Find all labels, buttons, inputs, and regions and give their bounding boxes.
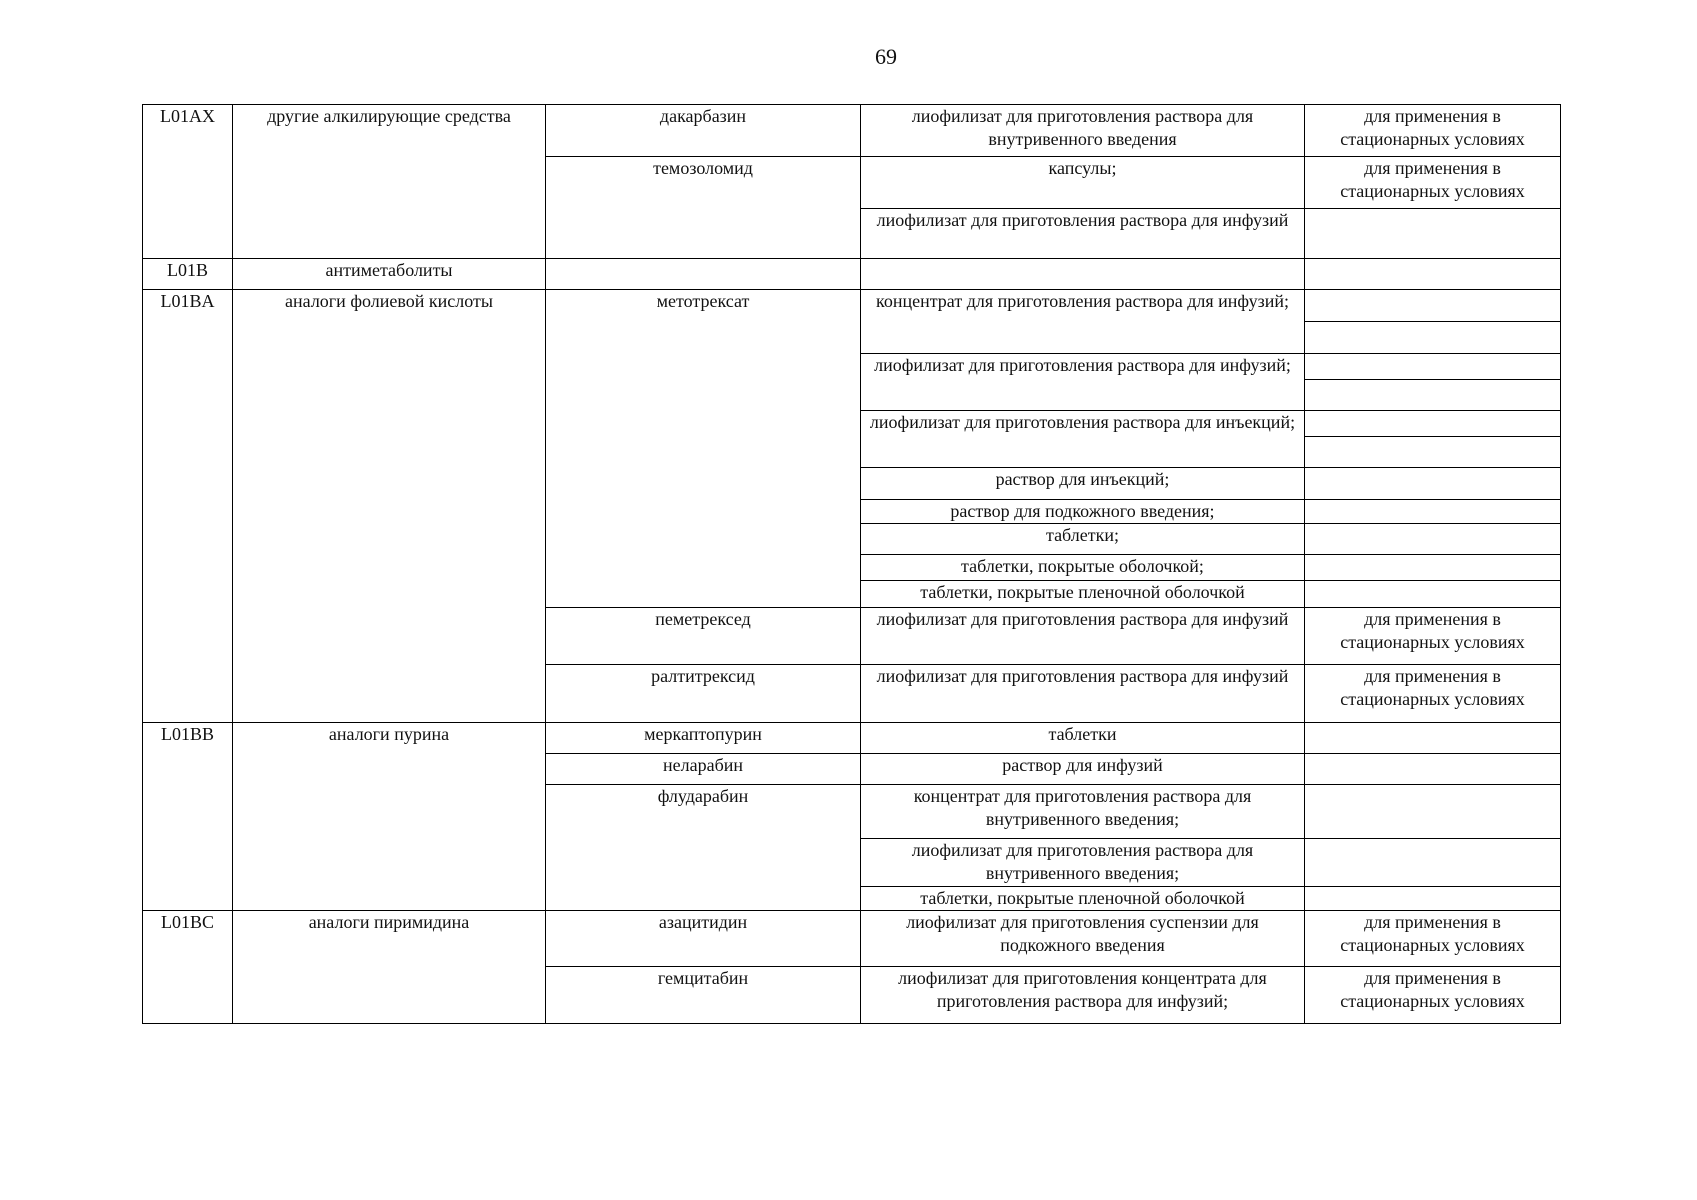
atc-code: L01BA xyxy=(143,290,233,723)
dosage-form: концентрат для приготовления раствора для внутривенного введения; xyxy=(861,785,1305,839)
dosage-form: лиофилизат для приготовления раствора для внутривенного введения xyxy=(861,105,1305,157)
drug-name: неларабин xyxy=(546,754,861,785)
usage-note xyxy=(1305,380,1561,411)
dosage-form: капсулы; xyxy=(861,157,1305,209)
dosage-form xyxy=(861,259,1305,290)
usage-note xyxy=(1305,785,1561,839)
dosage-form: лиофилизат для приготовления суспензии для подкожного введения xyxy=(861,911,1305,967)
usage-note xyxy=(1305,754,1561,785)
drug-name: азацитидин xyxy=(546,911,861,967)
usage-note: для применения в стационарных условиях xyxy=(1305,967,1561,1024)
dosage-form: раствор для инъекций; xyxy=(861,468,1305,500)
usage-note: для применения в стационарных условиях xyxy=(1305,157,1561,209)
atc-group: антиметаболиты xyxy=(233,259,546,290)
dosage-form: таблетки, покрытые пленочной оболочкой xyxy=(861,581,1305,608)
usage-note xyxy=(1305,887,1561,911)
usage-note xyxy=(1305,839,1561,887)
atc-code: L01BC xyxy=(143,911,233,1024)
atc-group: аналоги фолиевой кислоты xyxy=(233,290,546,723)
usage-note xyxy=(1305,437,1561,468)
usage-note xyxy=(1305,723,1561,754)
drug-name: ралтитрексид xyxy=(546,665,861,723)
usage-note xyxy=(1305,259,1561,290)
dosage-form: таблетки, покрытые оболочкой; xyxy=(861,555,1305,581)
dosage-form: раствор для инфузий xyxy=(861,754,1305,785)
drug-name: метотрексат xyxy=(546,290,861,608)
dosage-form: лиофилизат для приготовления раствора для инъекций; xyxy=(861,411,1305,468)
usage-note xyxy=(1305,581,1561,608)
atc-code: L01AX xyxy=(143,105,233,259)
atc-group: аналоги пурина xyxy=(233,723,546,911)
dosage-form: лиофилизат для приготовления раствора для инфузий xyxy=(861,209,1305,259)
usage-note xyxy=(1305,354,1561,380)
atc-group: аналоги пиримидина xyxy=(233,911,546,1024)
usage-note xyxy=(1305,322,1561,354)
usage-note xyxy=(1305,411,1561,437)
table-row xyxy=(143,290,1561,322)
usage-note: для применения в стационарных условиях xyxy=(1305,608,1561,665)
usage-note xyxy=(1305,209,1561,259)
table-row xyxy=(143,723,1561,754)
dosage-form: таблетки, покрытые пленочной оболочкой xyxy=(861,887,1305,911)
dosage-form: лиофилизат для приготовления концентрата для приготовления раствора для инфузий; xyxy=(861,967,1305,1024)
drug-name: пеметрексед xyxy=(546,608,861,665)
dosage-form: раствор для подкожного введения; xyxy=(861,500,1305,524)
dosage-form: концентрат для приготовления раствора для инфузий; xyxy=(861,290,1305,354)
table-row xyxy=(143,105,1561,157)
drug-name: дакарбазин xyxy=(546,105,861,157)
drug-name: флударабин xyxy=(546,785,861,911)
dosage-form: лиофилизат для приготовления раствора для инфузий xyxy=(861,665,1305,723)
drug-table xyxy=(142,104,1561,1024)
atc-group: другие алкилирующие средства xyxy=(233,105,546,259)
atc-code: L01BB xyxy=(143,723,233,911)
drug-name: гемцитабин xyxy=(546,967,861,1024)
usage-note xyxy=(1305,500,1561,524)
usage-note: для применения в стационарных условиях xyxy=(1305,105,1561,157)
dosage-form: таблетки; xyxy=(861,524,1305,555)
usage-note xyxy=(1305,555,1561,581)
usage-note: для применения в стационарных условиях xyxy=(1305,665,1561,723)
dosage-form: лиофилизат для приготовления раствора для внутривенного введения; xyxy=(861,839,1305,887)
drug-name xyxy=(546,259,861,290)
dosage-form: лиофилизат для приготовления раствора для инфузий; xyxy=(861,354,1305,411)
page-number: 69 xyxy=(875,44,897,69)
dosage-form: лиофилизат для приготовления раствора для инфузий xyxy=(861,608,1305,665)
table-row xyxy=(143,259,1561,290)
dosage-form: таблетки xyxy=(861,723,1305,754)
usage-note: для применения в стационарных условиях xyxy=(1305,911,1561,967)
table-row xyxy=(143,911,1561,967)
drug-name: темозоломид xyxy=(546,157,861,259)
drug-name: меркаптопурин xyxy=(546,723,861,754)
usage-note xyxy=(1305,290,1561,322)
usage-note xyxy=(1305,468,1561,500)
atc-code: L01B xyxy=(143,259,233,290)
usage-note xyxy=(1305,524,1561,555)
